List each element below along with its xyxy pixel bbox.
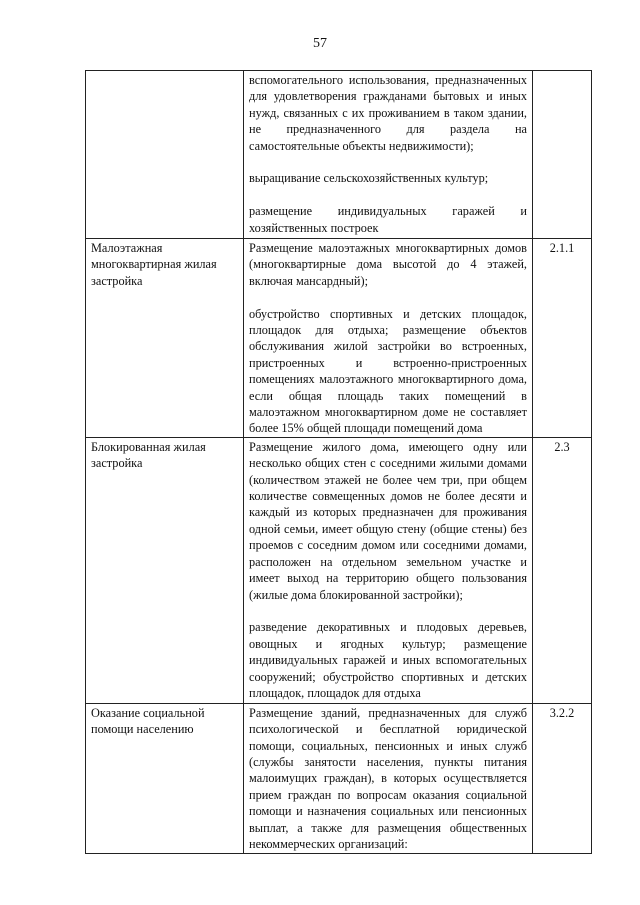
description-paragraph: Размещение зданий, предназначенных для служб психологической и бесплатной юридической помощи, социальных, пенсионных и иных служб (службы занятости населения, пункты питания малоимущих граждан), в которых осуществляется прием граждан по вопросам оказания социальной помощи и назначения социальных или пенсионных выплат, а также для размещения общественных некоммерческих организаций: [249,705,527,852]
table-row [86,437,592,703]
use-description [244,71,533,239]
page-number: 57 [313,36,327,51]
table-row [86,703,592,853]
land-use-table [85,70,592,854]
use-code: 2.1.1 [533,239,592,438]
use-code [533,71,592,239]
use-type-name: Оказание социальной помощи населению [86,703,244,853]
use-description [244,703,533,853]
table-row [86,239,592,438]
use-code: 3.2.2 [533,703,592,853]
description-paragraph: разведение декоративных и плодовых деревьев, овощных и ягодных культур; размещение индивидуальных гаражей и иных вспомогательных сооружений; обустройство спортивных и детских площадок, площадок для отдыха [249,620,527,700]
use-type-name: Блокированная жилая застройка [86,437,244,703]
use-description [244,239,533,438]
use-type-name: Малоэтажная многоквартирная жилая застройка [86,239,244,438]
description-paragraph: Размещение жилого дома, имеющего одну или несколько общих стен с соседними жилыми домами (количеством этажей не более чем три, при общем количестве совмещенных домов не более десяти и каждый из которых предназначен для проживания одной семьи, имеет общую стену (общие стены) без проемов с соседним домом или соседними домами, расположен на отдельном земельном участке и имеет выход на территорию общего пользования (жилые дома блокированной застройки); [249,439,527,602]
use-code: 2.3 [533,437,592,703]
description-paragraph: выращивание сельскохозяйственных культур; [249,171,489,186]
use-description [244,437,533,703]
description-paragraph: Размещение малоэтажных многоквартирных домов (многоквартирные дома высотой до 4 этажей, включая мансардный); [249,241,527,288]
description-paragraph: размещение индивидуальных гаражей и хозяйственных построек [249,204,527,235]
description-paragraph: обустройство спортивных и детских площадок, площадок для отдыха; размещение объектов обслуживания жилой застройки во встроенных, пристроенных и встроенно-пристроенных помещениях малоэтажного многоквартирного дома, если общая площадь таких помещений в малоэтажном многоквартирном доме не составляет более 15% общей площади помещений дома [249,306,527,436]
use-type-name [86,71,244,239]
table-row [86,71,592,239]
description-paragraph: вспомогательного использования, предназначенных для удовлетворения гражданами бытовых и иных нужд, связанных с их проживанием в таком здании, не предназначенного для раздела на самостоятельные объекты недвижимости); [249,73,527,153]
